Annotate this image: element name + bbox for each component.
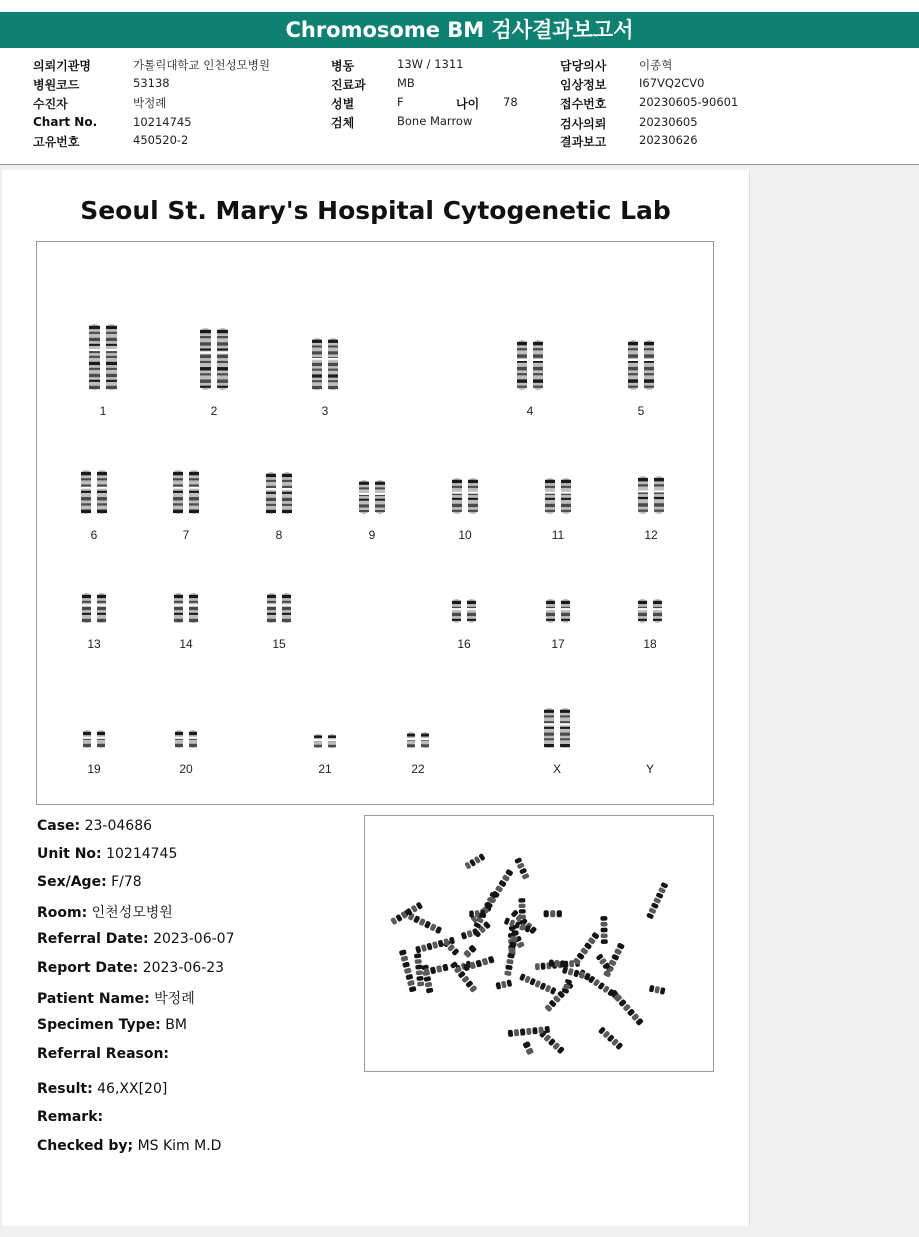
info-label: 고유번호 xyxy=(33,135,80,149)
checked-by-label: Checked by; xyxy=(37,1138,134,1154)
report-date-value: 2023-06-23 xyxy=(142,960,225,976)
lab-title: Seoul St. Mary's Hospital Cytogenetic Lab xyxy=(80,196,671,225)
chromosome-label: 7 xyxy=(182,528,190,542)
remark-row xyxy=(37,1109,103,1125)
info-label: 병원코드 xyxy=(33,78,80,92)
chromosome-label: 2 xyxy=(210,404,218,418)
patient-info-block xyxy=(0,48,919,165)
room-row xyxy=(37,902,173,922)
patient-name-row xyxy=(37,988,195,1008)
checked-by-row xyxy=(37,1138,221,1154)
chromosome-label: 10 xyxy=(458,528,472,542)
chromosome-pair-image xyxy=(626,338,656,392)
info-value: F xyxy=(397,95,404,109)
chromosome-label: 3 xyxy=(321,404,329,418)
chromosome-label: 17 xyxy=(551,637,565,651)
chromosome-label: 14 xyxy=(179,637,193,651)
metaphase-image-panel xyxy=(364,815,714,1072)
info-label: 임상정보 xyxy=(560,78,607,92)
info-value: 53138 xyxy=(133,76,170,90)
info-value: 13W / 1311 xyxy=(397,57,464,71)
unit-value: 10214745 xyxy=(106,846,178,862)
info-value: 450520-2 xyxy=(133,133,189,147)
info-value: MB xyxy=(397,76,415,90)
info-value: 박정례 xyxy=(133,96,167,110)
chromosome-label: 12 xyxy=(644,528,658,542)
result-row xyxy=(37,1081,167,1097)
report-date-label: Report Date: xyxy=(37,960,139,976)
info-value: 가톨릭대학교 인천성모병원 xyxy=(133,58,270,72)
specimen-type-label: Specimen Type: xyxy=(37,1017,161,1033)
sex-age-row xyxy=(37,874,142,890)
case-row xyxy=(37,818,152,834)
report-title-bar xyxy=(0,12,919,48)
chromosome-label: 9 xyxy=(368,528,376,542)
chromosome-pair-image xyxy=(265,591,293,625)
chromosome-label: 6 xyxy=(90,528,98,542)
info-label: 진료과 xyxy=(331,78,366,92)
report-date-row xyxy=(37,960,224,976)
chromosome-pair-image xyxy=(405,730,431,750)
patient-name-label: Patient Name: xyxy=(37,991,150,1007)
chromosome-pair-image xyxy=(198,326,230,392)
chromosome-pair-image xyxy=(450,597,478,625)
chromosome-label: 5 xyxy=(637,404,645,418)
info-value: 20230605-90601 xyxy=(639,95,739,109)
specimen-type-row xyxy=(37,1017,187,1033)
room-value: 인천성모병원 xyxy=(91,905,173,921)
report-title: Chromosome BM 검사결과보고서 xyxy=(285,18,634,42)
sex-age-label: Sex/Age: xyxy=(37,874,107,890)
info-label: 결과보고 xyxy=(560,135,607,149)
referral-reason-label: Referral Reason: xyxy=(37,1046,170,1062)
chromosome-pair-image xyxy=(636,597,664,625)
info-label: 접수번호 xyxy=(560,97,607,111)
case-value: 23-04686 xyxy=(84,818,153,834)
referral-date-label: Referral Date: xyxy=(37,931,149,947)
referral-reason-row xyxy=(37,1046,169,1062)
unit-label: Unit No: xyxy=(37,846,102,862)
chromosome-pair-image xyxy=(543,476,573,516)
referral-date-row xyxy=(37,931,234,947)
result-value: 46,XX[20] xyxy=(97,1081,168,1097)
info-label: 병동 xyxy=(331,59,355,73)
chromosome-label: 20 xyxy=(179,762,193,776)
info-value: 20230626 xyxy=(639,133,698,147)
chromosome-pair-image xyxy=(450,476,480,516)
chromosome-label: 18 xyxy=(643,637,657,651)
chromosome-pair-image xyxy=(81,728,107,750)
chromosome-pair-image xyxy=(312,732,338,750)
unit-row xyxy=(37,846,177,862)
chromosome-pair-image xyxy=(544,597,572,625)
info-label: 수진자 xyxy=(33,97,68,111)
chromosome-label: 13 xyxy=(87,637,101,651)
chromosome-label: 1 xyxy=(99,404,107,418)
chromosome-label: 22 xyxy=(411,762,425,776)
info-label: 성별 xyxy=(331,97,355,111)
room-label: Room: xyxy=(37,905,88,921)
chromosome-pair-image xyxy=(173,728,199,750)
chromosome-label: X xyxy=(552,762,561,776)
chromosome-label: 19 xyxy=(87,762,101,776)
chromosome-pair-image xyxy=(171,468,201,516)
chromosome-label: 16 xyxy=(457,637,471,651)
chromosome-pair-image xyxy=(357,478,387,516)
info-value: I67VQ2CV0 xyxy=(639,76,705,90)
chromosome-pair-image xyxy=(310,336,340,392)
info-label: 담당의사 xyxy=(560,59,607,73)
chromosome-pair-image xyxy=(542,706,572,750)
sex-age-value: F/78 xyxy=(111,874,142,890)
case-label: Case: xyxy=(37,818,81,834)
chromosome-label: 21 xyxy=(318,762,332,776)
patient-name-value: 박정례 xyxy=(154,991,195,1007)
karyotype-report-sheet xyxy=(2,170,750,1226)
result-label: Result: xyxy=(37,1081,93,1097)
info-value: 10214745 xyxy=(133,115,192,129)
info-label: Chart No. xyxy=(33,115,98,129)
chromosome-label: 15 xyxy=(272,637,286,651)
age-value: 78 xyxy=(503,95,518,109)
chromosome-label: 11 xyxy=(551,528,565,542)
info-label: 검사의뢰 xyxy=(560,117,607,131)
metaphase-spread-image xyxy=(365,816,713,1071)
chromosome-pair-image xyxy=(515,338,545,392)
chromosome-label: Y xyxy=(645,762,654,776)
specimen-type-value: BM xyxy=(165,1017,187,1033)
info-label: 검체 xyxy=(331,116,355,130)
info-value: Bone Marrow xyxy=(397,114,473,128)
top-strip xyxy=(0,0,919,12)
chromosome-pair-image xyxy=(172,591,200,625)
referral-date-value: 2023-06-07 xyxy=(153,931,235,947)
chromosome-label: 4 xyxy=(526,404,534,418)
info-value: 이종혁 xyxy=(639,58,673,72)
chromosome-pair-image xyxy=(80,591,108,625)
chromosome-pair-image xyxy=(79,468,109,516)
info-label: 의뢰기관명 xyxy=(33,59,91,73)
age-label: 나이 xyxy=(456,97,480,111)
chromosome-pair-image xyxy=(636,474,666,516)
checked-by-value: MS Kim M.D xyxy=(137,1138,222,1154)
info-value: 20230605 xyxy=(639,115,698,129)
chromosome-pair-image xyxy=(87,322,119,392)
chromosome-pair-image xyxy=(264,470,294,516)
remark-label: Remark: xyxy=(37,1109,104,1125)
chromosome-label: 8 xyxy=(275,528,283,542)
karyogram-panel xyxy=(36,241,714,805)
